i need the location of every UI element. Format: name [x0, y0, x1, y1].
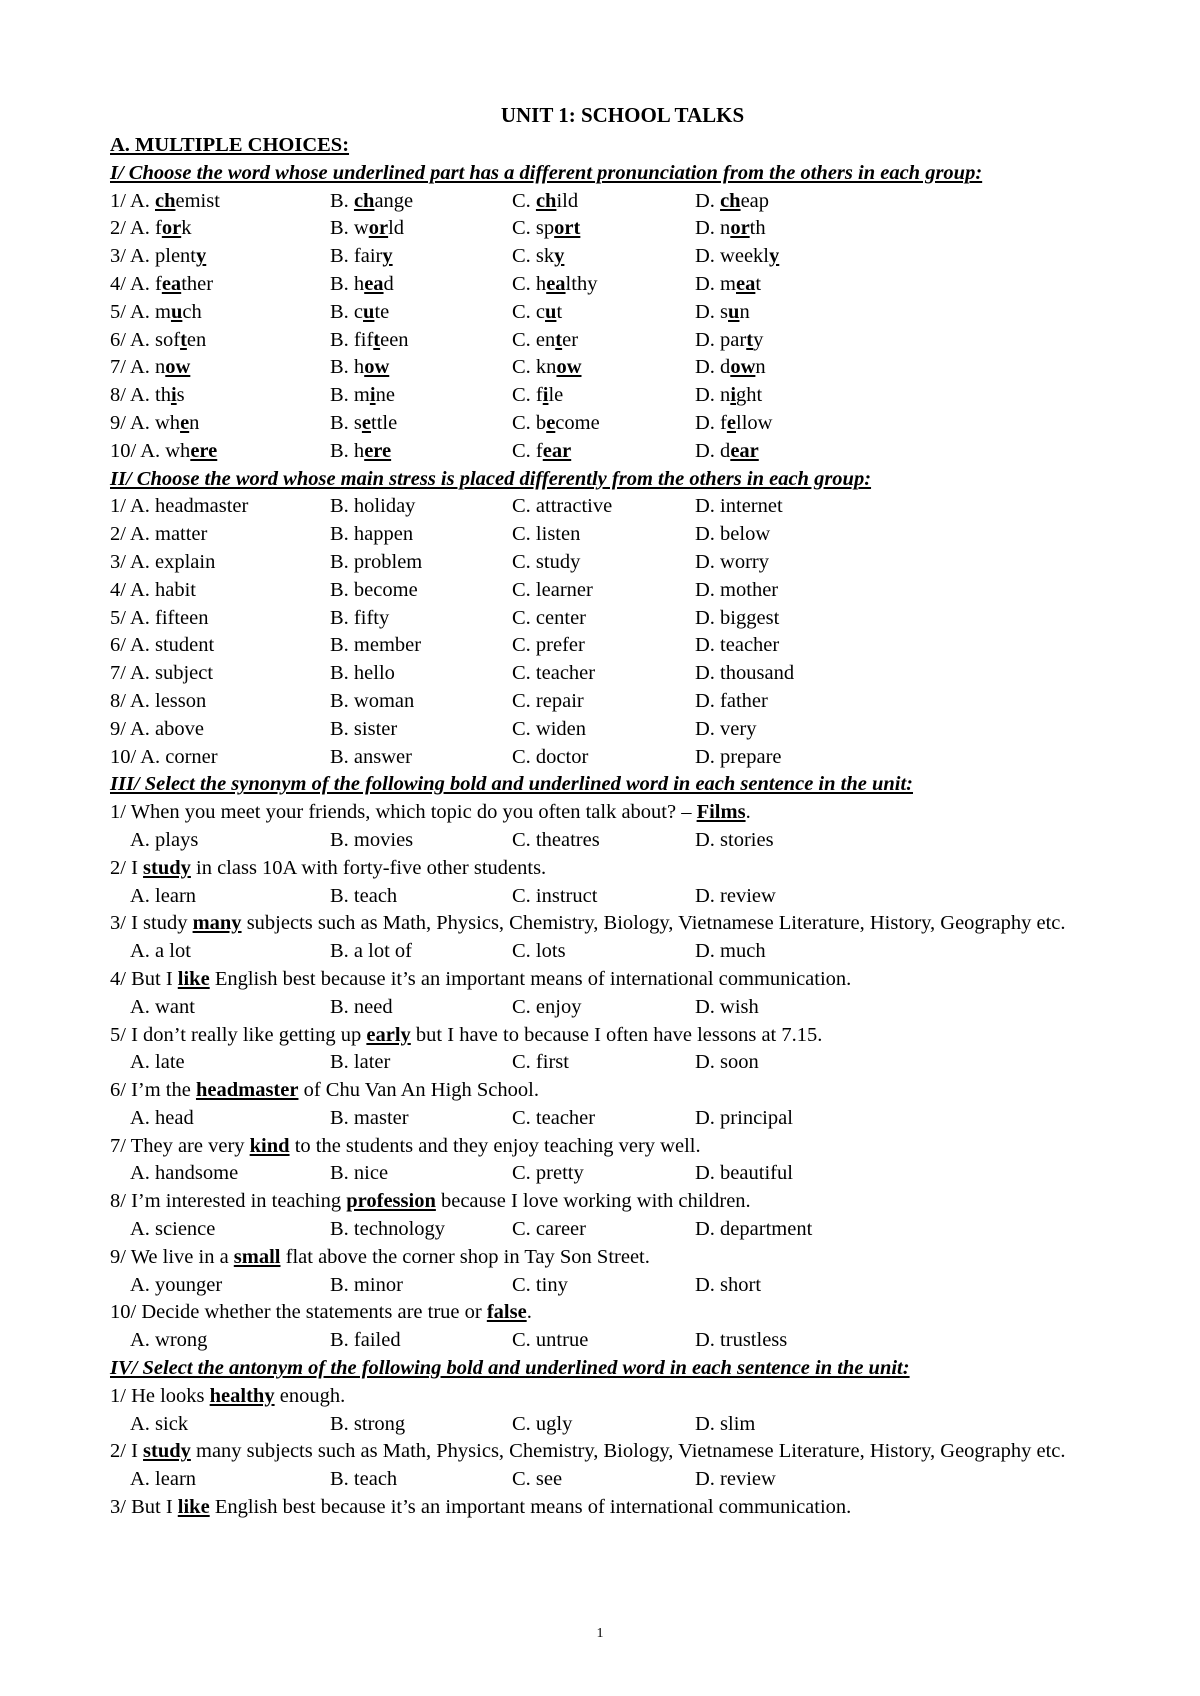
option-a: A. science	[130, 1218, 216, 1241]
option-d: D. fellow	[695, 411, 773, 434]
underlined-sound: u	[363, 300, 375, 323]
option-c: C. pretty	[512, 1162, 584, 1185]
underlined-sound: or	[730, 217, 750, 240]
option-d: D. soon	[695, 1051, 759, 1074]
option-a: 4/ A. feather	[110, 272, 214, 295]
part3-heading: III/ Select the synonym of the following bold and underlined word in each sentence in the unit:	[110, 773, 913, 796]
option-c: C. attractive	[512, 495, 613, 518]
part3-synonym-list	[110, 799, 1135, 1355]
option-b: B. world	[330, 217, 405, 240]
option-c: C. enter	[512, 328, 579, 351]
target-word: kind	[249, 1134, 290, 1157]
option-b: B. technology	[330, 1218, 446, 1241]
option-b: B. nice	[330, 1162, 389, 1185]
option-a: A. a lot	[130, 940, 191, 963]
options-row	[110, 1466, 1135, 1494]
option-b: B. become	[330, 578, 418, 601]
option-c: C. theatres	[512, 828, 600, 851]
option-c: C. doctor	[512, 745, 589, 768]
target-word: study	[143, 1440, 191, 1463]
underlined-sound: t	[373, 328, 381, 351]
option-b: B. fairy	[330, 245, 393, 268]
underlined-sound: ow	[730, 356, 756, 379]
option-c: C. enjoy	[512, 995, 582, 1018]
option-a: 6/ A. student	[110, 634, 215, 657]
underlined-sound: y	[196, 245, 207, 268]
option-d: D. sun	[695, 300, 750, 323]
question-sentence: 1/ He looks healthy enough.	[110, 1384, 346, 1407]
option-d: D. mother	[695, 578, 779, 601]
target-word: false	[486, 1301, 527, 1324]
option-b: B. teach	[330, 884, 398, 907]
option-a: A. younger	[130, 1273, 223, 1296]
option-b: B. master	[330, 1106, 409, 1129]
option-c: C. first	[512, 1051, 569, 1074]
part2-heading: II/ Choose the word whose main stress is placed differently from the others in each group:	[110, 467, 872, 490]
option-d: D. review	[695, 1468, 776, 1491]
option-b: B. answer	[330, 745, 412, 768]
target-word: small	[233, 1245, 281, 1268]
option-c: C. ugly	[512, 1412, 573, 1435]
option-b: B. sister	[330, 717, 398, 740]
option-a: 7/ A. now	[110, 356, 191, 379]
option-a: 8/ A. lesson	[110, 689, 207, 712]
option-b: B. movies	[330, 828, 414, 851]
underlined-sound: ow	[364, 356, 390, 379]
option-c: C. know	[512, 356, 582, 379]
option-d: D. review	[695, 884, 776, 907]
option-a: 9/ A. when	[110, 411, 200, 434]
underlined-sound: e	[180, 411, 190, 434]
option-b: B. change	[330, 189, 414, 212]
option-a: 7/ A. subject	[110, 662, 214, 685]
option-a: 5/ A. much	[110, 300, 202, 323]
pronunciation-row	[110, 382, 1135, 410]
target-word: early	[366, 1023, 411, 1046]
option-b: B. strong	[330, 1412, 406, 1435]
option-a: 5/ A. fifteen	[110, 606, 209, 629]
pronunciation-row	[110, 327, 1135, 355]
option-d: D. cheap	[695, 189, 770, 212]
option-c: C. become	[512, 411, 600, 434]
option-d: D. below	[695, 523, 771, 546]
question-sentence: 10/ Decide whether the statements are true or false.	[110, 1301, 532, 1324]
option-d: D. very	[695, 717, 757, 740]
options-row	[110, 883, 1135, 911]
option-a: 8/ A. this	[110, 384, 185, 407]
option-c: C. see	[512, 1468, 563, 1491]
question-sentence: 6/ I’m the headmaster of Chu Van An High School.	[110, 1079, 539, 1102]
options-row	[110, 1272, 1135, 1300]
question-sentence: 9/ We live in a small flat above the corner shop in Tay Son Street.	[110, 1245, 650, 1268]
option-c: C. fear	[512, 439, 572, 462]
underlined-sound: ear	[730, 439, 759, 462]
underlined-sound: ea	[736, 272, 756, 295]
option-b: B. later	[330, 1051, 391, 1074]
option-b: B. fifteen	[330, 328, 409, 351]
option-d: D. teacher	[695, 634, 780, 657]
option-d: D. north	[695, 217, 766, 240]
question-sentence: 5/ I don’t really like getting up early but I have to because I often have lessons at 7.15.	[110, 1023, 823, 1046]
question-sentence: 8/ I’m interested in teaching profession because I love working with children.	[110, 1190, 751, 1213]
stress-row	[110, 660, 1135, 688]
option-d: D. beautiful	[695, 1162, 793, 1185]
option-d: D. dear	[695, 439, 759, 462]
option-d: D. prepare	[695, 745, 782, 768]
option-a: 2/ A. matter	[110, 523, 208, 546]
option-c: C. untrue	[512, 1329, 589, 1352]
underlined-sound: or	[161, 217, 182, 240]
target-word: profession	[346, 1190, 436, 1213]
option-a: 10/ A. corner	[110, 745, 218, 768]
underlined-sound: ear	[542, 439, 572, 462]
option-d: D. party	[695, 328, 764, 351]
option-b: B. a lot of	[330, 940, 412, 963]
underlined-sound: ort	[554, 217, 581, 240]
part4-heading: IV/ Select the antonym of the following bold and underlined word in each sentence in the unit:	[110, 1357, 910, 1380]
option-c: C. widen	[512, 717, 587, 740]
option-b: B. cute	[330, 300, 390, 323]
worksheet-page	[110, 100, 1135, 1522]
underlined-sound: i	[730, 384, 737, 407]
question-sentence: 3/ But I like English best because it’s an important means of international communication.	[110, 1496, 852, 1519]
underlined-sound: i	[369, 384, 376, 407]
question-sentence: 1/ When you meet your friends, which topic do you often talk about? – Films.	[110, 801, 751, 824]
option-b: B. failed	[330, 1329, 401, 1352]
option-c: C. child	[512, 189, 579, 212]
underlined-sound: ea	[161, 272, 182, 295]
part1-heading: I/ Choose the word whose underlined part has a different pronunciation from the others in each group:	[110, 161, 983, 184]
option-a: 6/ A. soften	[110, 328, 207, 351]
option-c: C. sky	[512, 245, 565, 268]
pronunciation-row	[110, 410, 1135, 438]
part2-stress-list	[110, 493, 1135, 771]
underlined-sound: ere	[190, 439, 218, 462]
option-c: C. instruct	[512, 884, 598, 907]
question-sentence: 3/ I study many subjects such as Math, Physics, Chemistry, Biology, Vietnamese Literature, History, Geography etc.	[110, 912, 1066, 935]
underlined-sound: ow	[165, 356, 191, 379]
option-c: C. repair	[512, 689, 584, 712]
underlined-sound: u	[545, 300, 557, 323]
pronunciation-row	[110, 438, 1135, 466]
stress-row	[110, 549, 1135, 577]
option-c: C. healthy	[512, 272, 598, 295]
option-a: A. wrong	[130, 1329, 208, 1352]
option-c: C. center	[512, 606, 586, 629]
option-d: D. internet	[695, 495, 783, 518]
underlined-sound: ere	[364, 439, 392, 462]
option-b: B. problem	[330, 550, 423, 573]
underlined-sound: e	[546, 411, 556, 434]
stress-row	[110, 744, 1135, 772]
option-c: C. tiny	[512, 1273, 568, 1296]
option-a: A. late	[130, 1051, 185, 1074]
options-row	[110, 994, 1135, 1022]
option-d: D. father	[695, 689, 768, 712]
page-number: 1	[596, 1626, 604, 1641]
question-sentence: 7/ They are very kind to the students and they enjoy teaching very well.	[110, 1134, 701, 1157]
options-row	[110, 1216, 1135, 1244]
stress-row	[110, 605, 1135, 633]
option-d: D. stories	[695, 828, 774, 851]
option-d: D. worry	[695, 550, 770, 573]
option-b: B. head	[330, 272, 394, 295]
option-c: C. lots	[512, 940, 566, 963]
option-c: C. listen	[512, 523, 581, 546]
underlined-sound: ch	[353, 189, 375, 212]
option-a: 10/ A. where	[110, 439, 218, 462]
option-a: A. handsome	[130, 1162, 239, 1185]
pronunciation-row	[110, 271, 1135, 299]
underlined-sound: t	[555, 328, 563, 351]
option-c: C. study	[512, 550, 581, 573]
option-c: C. cut	[512, 300, 563, 323]
option-b: B. here	[330, 439, 392, 462]
option-c: C. teacher	[512, 1106, 596, 1129]
options-row	[110, 1327, 1135, 1355]
underlined-sound: e	[361, 411, 372, 434]
option-b: B. holiday	[330, 495, 416, 518]
option-b: B. hello	[330, 662, 395, 685]
underlined-sound: y	[769, 245, 780, 268]
option-b: B. member	[330, 634, 422, 657]
options-row	[110, 1105, 1135, 1133]
underlined-sound: ow	[556, 356, 582, 379]
option-d: D. down	[695, 356, 766, 379]
option-a: A. learn	[130, 884, 197, 907]
option-d: D. principal	[695, 1106, 793, 1129]
options-row	[110, 1049, 1135, 1077]
target-word: headmaster	[195, 1079, 299, 1102]
option-c: C. career	[512, 1218, 586, 1241]
option-b: B. how	[330, 356, 390, 379]
option-b: B. mine	[330, 384, 395, 407]
pronunciation-row	[110, 215, 1135, 243]
pronunciation-row	[110, 243, 1135, 271]
options-row	[110, 1160, 1135, 1188]
option-a: A. plays	[130, 828, 199, 851]
underlined-sound: ea	[546, 272, 566, 295]
stress-row	[110, 632, 1135, 660]
option-b: B. happen	[330, 523, 414, 546]
stress-row	[110, 716, 1135, 744]
option-a: A. learn	[130, 1468, 197, 1491]
question-sentence: 2/ I study many subjects such as Math, Physics, Chemistry, Biology, Vietnamese Literature, History, Geography etc.	[110, 1440, 1066, 1463]
stress-row	[110, 521, 1135, 549]
option-d: D. department	[695, 1218, 813, 1241]
option-a: A. sick	[130, 1412, 189, 1435]
option-d: D. slim	[695, 1412, 756, 1435]
option-c: C. sport	[512, 217, 581, 240]
underlined-sound: ch	[535, 189, 557, 212]
target-word: Films	[696, 801, 746, 824]
option-a: 3/ A. explain	[110, 550, 216, 573]
option-d: D. night	[695, 384, 763, 407]
target-word: like	[177, 1496, 210, 1519]
option-d: D. meat	[695, 272, 762, 295]
target-word: healthy	[209, 1384, 275, 1407]
pronunciation-row	[110, 188, 1135, 216]
pronunciation-row	[110, 299, 1135, 327]
underlined-sound: y	[382, 245, 393, 268]
part4-antonym-list	[110, 1383, 1135, 1522]
target-word: like	[177, 967, 210, 990]
underlined-sound: or	[368, 217, 389, 240]
options-row	[110, 1411, 1135, 1439]
stress-row	[110, 493, 1135, 521]
option-c: C. prefer	[512, 634, 585, 657]
option-d: D. biggest	[695, 606, 780, 629]
options-row	[110, 938, 1135, 966]
option-d: D. trustless	[695, 1329, 788, 1352]
underlined-sound: i	[542, 384, 549, 407]
page-title: UNIT 1: SCHOOL TALKS	[500, 103, 745, 127]
underlined-sound: ea	[364, 272, 384, 295]
option-a: A. want	[130, 995, 195, 1018]
option-a: A. head	[130, 1106, 194, 1129]
option-c: C. file	[512, 384, 564, 407]
option-d: D. short	[695, 1273, 762, 1296]
target-word: many	[192, 912, 242, 935]
underlined-sound: i	[170, 384, 177, 407]
underlined-sound: ch	[720, 189, 741, 212]
option-d: D. much	[695, 940, 766, 963]
part1-pronunciation-list	[110, 188, 1135, 466]
option-d: D. thousand	[695, 662, 795, 685]
option-b: B. settle	[330, 411, 398, 434]
underlined-sound: e	[726, 411, 736, 434]
option-b: B. fifty	[330, 606, 390, 629]
underlined-sound: u	[170, 300, 183, 323]
option-d: D. wish	[695, 995, 759, 1018]
option-a: 9/ A. above	[110, 717, 204, 740]
option-a: 4/ A. habit	[110, 578, 196, 601]
underlined-sound: t	[746, 328, 754, 351]
option-a: 1/ A. chemist	[110, 189, 220, 212]
underlined-sound: t	[180, 328, 187, 351]
option-a: 1/ A. headmaster	[110, 495, 249, 518]
option-b: B. need	[330, 995, 393, 1018]
stress-row	[110, 688, 1135, 716]
target-word: study	[143, 856, 191, 879]
underlined-sound: u	[728, 300, 740, 323]
options-row	[110, 827, 1135, 855]
stress-row	[110, 577, 1135, 605]
question-sentence: 4/ But I like English best because it’s an important means of international communication.	[110, 967, 852, 990]
question-sentence: 2/ I study in class 10A with forty-five other students.	[110, 856, 547, 879]
underlined-sound: y	[554, 245, 565, 268]
option-a: 2/ A. fork	[110, 217, 192, 240]
option-c: C. learner	[512, 578, 593, 601]
option-b: B. woman	[330, 689, 415, 712]
option-b: B. teach	[330, 1468, 398, 1491]
option-b: B. minor	[330, 1273, 403, 1296]
option-c: C. teacher	[512, 662, 596, 685]
option-a: 3/ A. plenty	[110, 245, 207, 268]
option-d: D. weekly	[695, 245, 780, 268]
underlined-sound: ch	[155, 189, 176, 212]
pronunciation-row	[110, 354, 1135, 382]
section-a-heading: A. MULTIPLE CHOICES:	[110, 134, 350, 156]
